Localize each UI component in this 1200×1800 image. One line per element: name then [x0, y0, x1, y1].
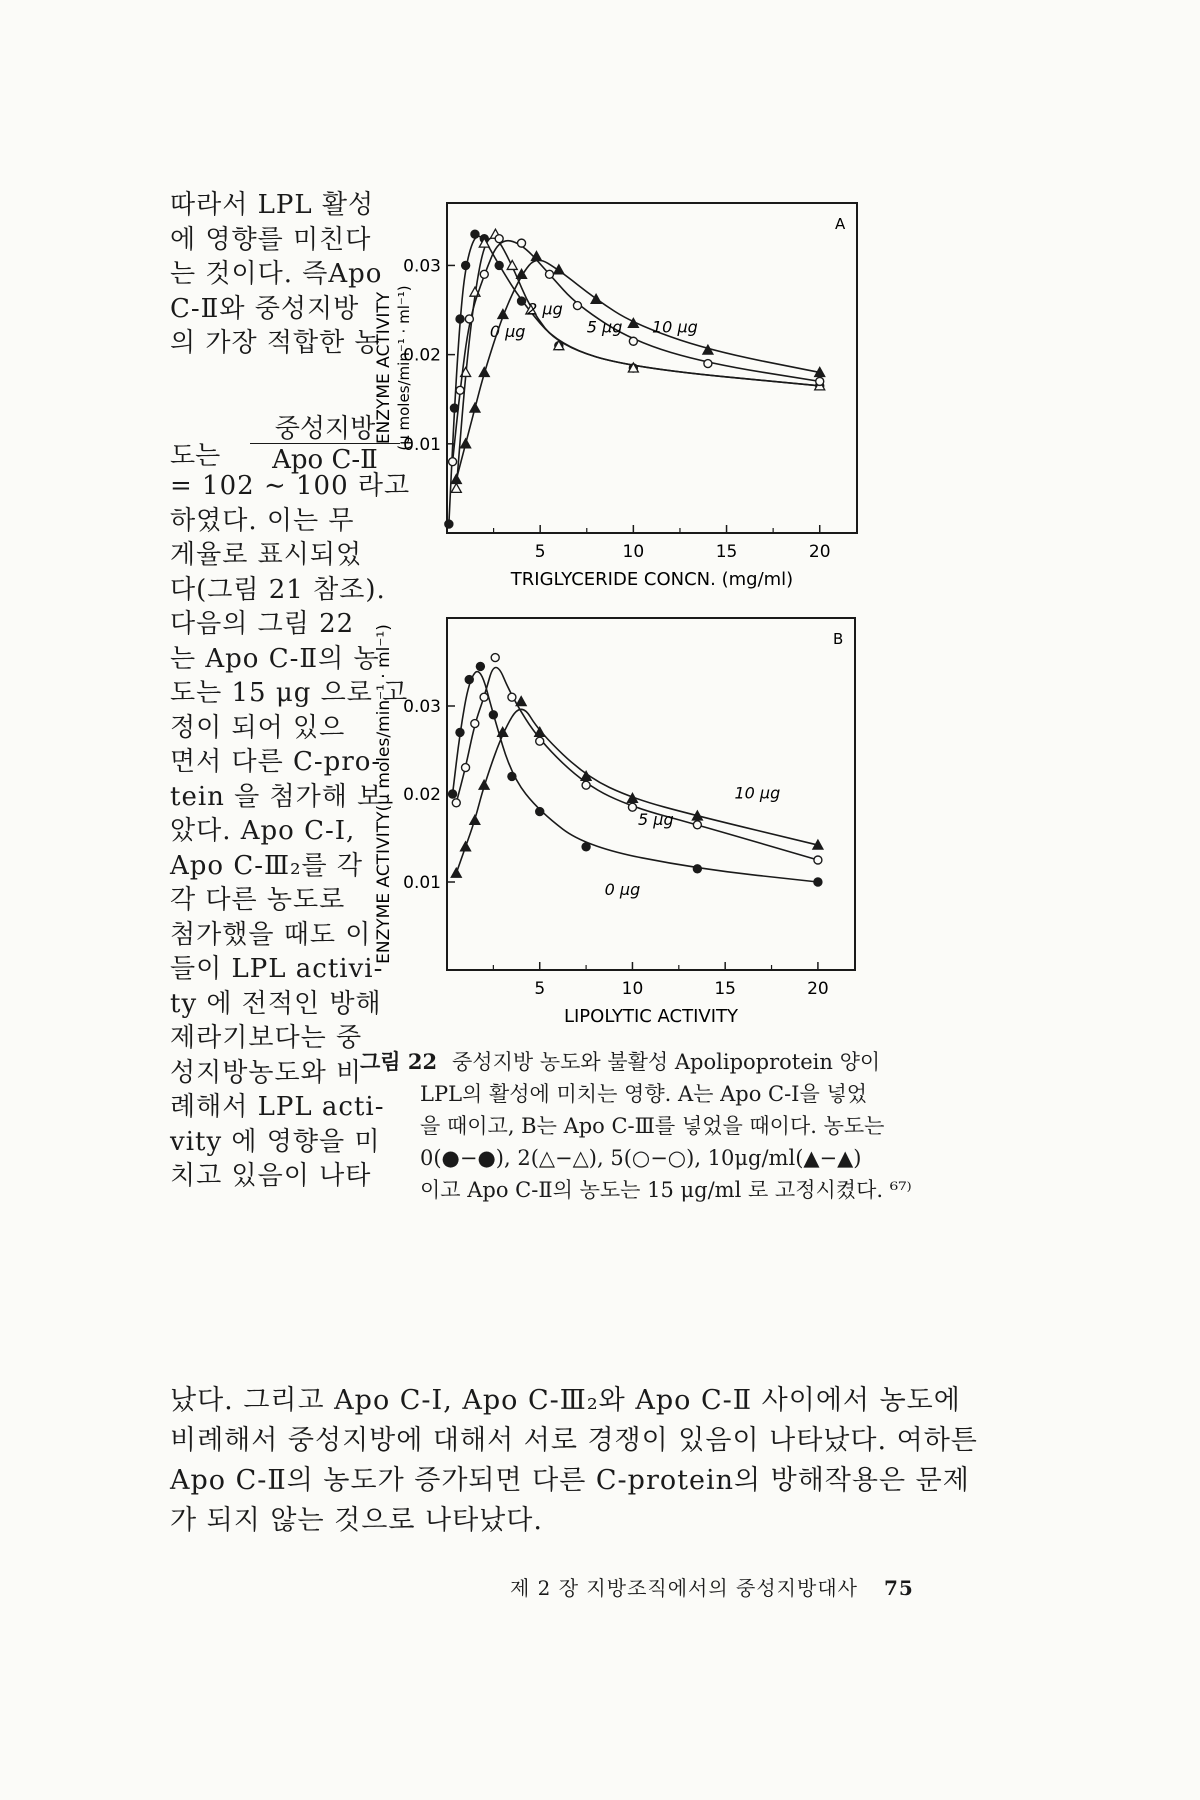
data-point — [507, 260, 517, 269]
caption-line: 0(●−●), 2(△−△), 5(○−○), 10μg/ml(▲−▲) — [420, 1146, 862, 1170]
data-point — [462, 764, 470, 772]
x-axis-title: LIPOLYTIC ACTIVITY — [563, 1006, 739, 1027]
caption-line: 중성지방 농도와 불활성 Apolipoprotein 양이 — [452, 1050, 881, 1074]
text-line: 정이 되어 있으 — [170, 712, 346, 743]
data-point — [451, 868, 461, 877]
data-point — [471, 230, 479, 238]
x-tick-label: 20 — [808, 542, 831, 562]
text-line: 의 가장 적합한 농 — [170, 328, 381, 358]
data-point — [452, 799, 460, 807]
data-point — [480, 270, 488, 278]
data-point — [495, 261, 503, 269]
data-point — [462, 261, 470, 269]
data-point — [704, 360, 712, 368]
y-tick-label: 0.02 — [403, 785, 441, 805]
text-line: 다음의 그림 22 — [170, 609, 355, 639]
data-point — [814, 856, 822, 864]
data-point — [546, 270, 554, 278]
data-point — [816, 377, 824, 385]
text-line: C-Ⅱ와 중성지방 — [170, 293, 360, 324]
data-point — [451, 474, 461, 483]
series-label: 5 μg — [586, 317, 623, 337]
x-tick-label: 5 — [534, 542, 546, 562]
series-label: 2 μg — [527, 299, 563, 319]
text-line: 면서 다른 C-pro- — [170, 747, 382, 777]
data-point — [582, 781, 590, 789]
data-point — [516, 697, 526, 706]
data-point — [471, 720, 479, 728]
data-point — [518, 239, 526, 247]
data-point — [465, 676, 473, 684]
ratio-numerator: 중성지방 — [250, 415, 400, 444]
series-label: 0 μg — [604, 880, 641, 900]
data-point — [498, 309, 508, 318]
y-axis-units: (μ moles/min⁻¹ · ml⁻¹) — [395, 285, 413, 451]
text-line: 가 되지 않는 것으로 나타났다. — [170, 1505, 543, 1536]
text-line: 치고 있음이 나타 — [170, 1161, 372, 1191]
data-point — [508, 772, 516, 780]
text-line: 들이 LPL activi- — [170, 954, 384, 984]
series-label: 10 μg — [652, 317, 698, 337]
caption-line: 이고 Apo C-Ⅱ의 농도는 15 μg/ml 로 고정시켰다. ⁶⁷⁾ — [420, 1178, 912, 1202]
text-line: 도는 15 μg 으로 고 — [170, 678, 409, 708]
series-line — [453, 241, 820, 462]
data-point — [476, 662, 484, 670]
y-axis-title: ENZYME ACTIVITY(μ moles/min⁻¹ · ml⁻¹) — [374, 624, 394, 964]
text-line: 례해서 LPL acti- — [170, 1092, 385, 1122]
y-axis-title: ENZYME ACTIVITY — [374, 291, 394, 445]
caption-line: 을 때이고, B는 Apo C-Ⅲ를 넣었을 때이다. 농도는 — [420, 1114, 885, 1138]
data-point — [491, 654, 499, 662]
y-tick-label: 0.02 — [403, 345, 441, 366]
page-number: 75 — [883, 1576, 914, 1600]
caption-line: LPL의 활성에 미치는 영향. A는 Apo C-Ⅰ을 넣었 — [420, 1082, 868, 1106]
text-line: ty 에 전적인 방해 — [170, 988, 382, 1019]
x-tick-label: 5 — [534, 979, 546, 999]
data-point — [470, 403, 480, 412]
text-line: 게율로 표시되었 — [170, 540, 363, 570]
series-label: 0 μg — [489, 321, 526, 341]
data-point — [518, 297, 526, 305]
data-point — [535, 727, 545, 736]
x-tick-label: 15 — [714, 979, 737, 999]
data-point — [582, 843, 590, 851]
chapter-title: 제 2 장 지방조직에서의 중성지방대사 — [510, 1576, 858, 1600]
plot-frame — [447, 618, 855, 970]
data-point — [470, 815, 480, 824]
x-tick-label: 10 — [621, 979, 644, 999]
data-point — [461, 842, 471, 851]
text-line: vity 에 영향을 미 — [170, 1126, 381, 1157]
text-line: 각 다른 농도로 — [170, 885, 346, 915]
series-label: 10 μg — [734, 783, 781, 803]
x-axis-title: TRIGLYCERIDE CONCN. (mg/ml) — [510, 569, 794, 590]
x-tick-label: 20 — [807, 979, 829, 999]
data-point — [693, 865, 701, 873]
text-line: 났다. 그리고 Apo C-Ⅰ, Apo C-Ⅲ₂와 Apo C-Ⅱ 사이에서 농도에 — [170, 1385, 961, 1416]
text-line: Apo C-Ⅱ의 농도가 증가되면 다른 C-protein의 방해작용은 문제 — [170, 1465, 970, 1496]
x-tick-label: 15 — [715, 542, 738, 562]
data-point — [536, 808, 544, 816]
y-tick-label: 0.03 — [403, 697, 441, 717]
caption-label: 그림 22 — [360, 1049, 438, 1074]
figure-22-panel-a — [360, 190, 880, 600]
series-line — [456, 238, 819, 489]
panel-letter: B — [833, 630, 844, 648]
y-tick-label: 0.01 — [403, 873, 441, 893]
data-point — [495, 235, 503, 243]
data-point — [814, 878, 822, 886]
data-point — [456, 386, 464, 394]
data-point — [508, 693, 516, 701]
data-point — [479, 367, 489, 376]
data-point — [461, 439, 471, 448]
ratio-prefix: 도는 — [170, 441, 221, 471]
data-point — [536, 737, 544, 745]
text-line: 첨가했을 때도 이 — [170, 919, 372, 950]
text-line: 다(그림 21 참조). — [170, 574, 386, 605]
data-point — [465, 315, 473, 323]
text-line: 비례해서 중성지방에 대해서 서로 경쟁이 있음이 나타났다. 여하튼 — [170, 1425, 978, 1456]
x-tick-label: 10 — [622, 542, 645, 562]
text-line: Apo C-Ⅲ₂를 각 — [170, 850, 364, 881]
data-point — [628, 803, 636, 811]
data-point — [449, 790, 457, 798]
text-line: 는 Apo C-Ⅱ의 농 — [170, 643, 380, 674]
text-line: 았다. Apo C-Ⅰ, — [170, 816, 356, 846]
data-point — [456, 728, 464, 736]
data-point — [451, 483, 461, 492]
text-line: 는 것이다. 즉Apo — [170, 259, 383, 289]
data-point — [456, 315, 464, 323]
data-point — [573, 302, 581, 310]
data-point — [693, 821, 701, 829]
data-point — [479, 780, 489, 789]
figure-22-panel-b — [360, 605, 880, 1035]
series-line — [456, 260, 819, 479]
data-point — [480, 693, 488, 701]
series-label: 5 μg — [638, 809, 674, 829]
text-line: 하였다. 이는 무 — [170, 505, 355, 536]
data-point — [449, 458, 457, 466]
text-line: = 102 ∼ 100 라고 — [170, 471, 411, 501]
text-line: 제라기보다는 중 — [170, 1023, 363, 1053]
data-point — [554, 265, 564, 274]
data-point — [629, 337, 637, 345]
y-tick-label: 0.03 — [403, 256, 441, 277]
y-tick-label: 0.01 — [403, 434, 441, 455]
data-point — [445, 520, 453, 528]
text-line: 에 영향를 미친다 — [170, 224, 372, 255]
text-line: tein 을 첨가해 보 — [170, 781, 384, 812]
text-line: 따라서 LPL 활성 — [170, 190, 375, 220]
text-line: 성지방농도와 비 — [170, 1057, 363, 1088]
panel-letter: A — [835, 215, 846, 233]
ratio-denominator: Apo C-Ⅱ — [272, 445, 378, 475]
page-footer — [510, 1572, 914, 1601]
data-point — [489, 711, 497, 719]
